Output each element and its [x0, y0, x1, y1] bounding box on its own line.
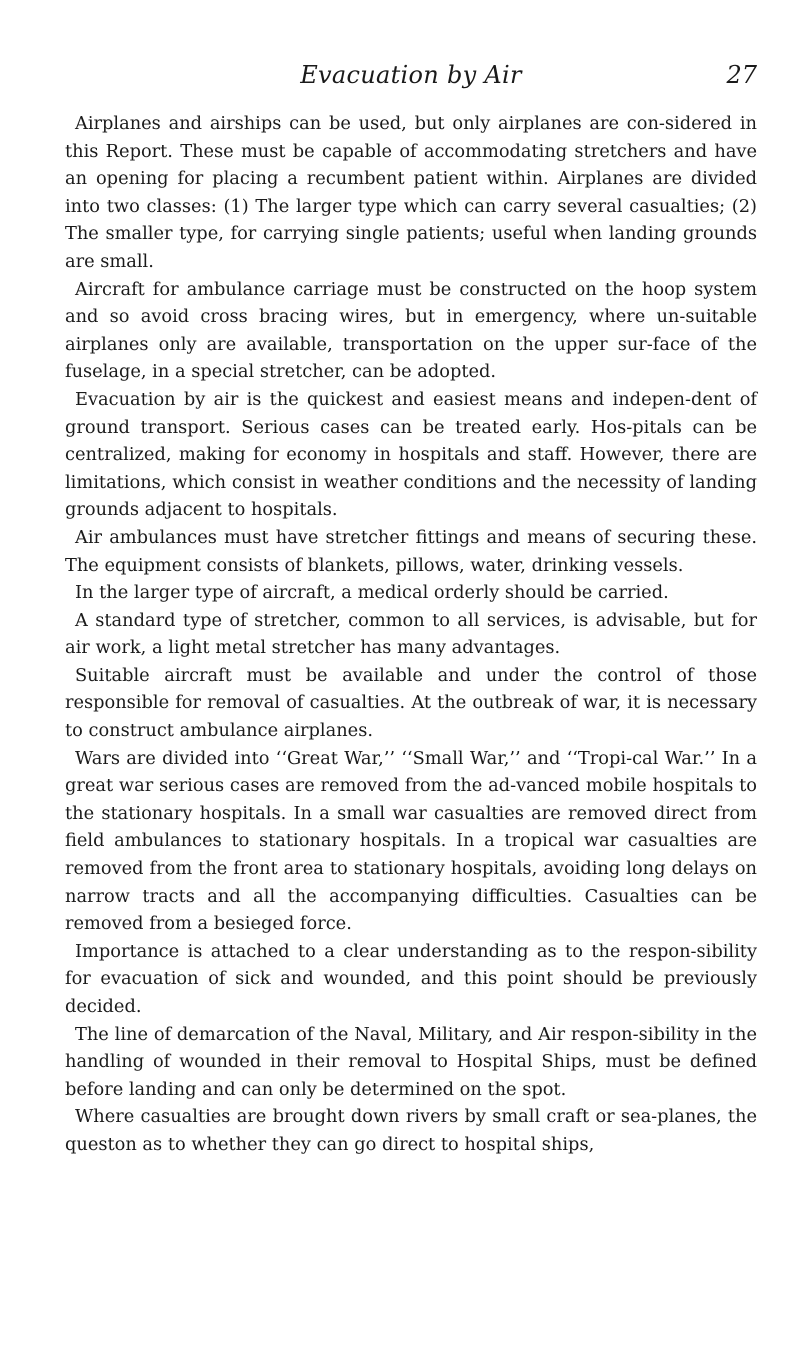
- paragraph: Suitable aircraft must be available and under the control of those responsible for removal of casualties. At the outbreak of war, it is necessary to construct ambulance airplanes.: [65, 664, 757, 742]
- paragraph: Wars are divided into ‘‘Great War,’’ ‘‘Small War,’’ and ‘‘Tropi-cal War.’’ In a great war serious cases are removed from the ad-vanced mobile hospitals to the stationary hospitals. In a small war casualties are removed direct from field ambulances to stationary hospitals. In a tropical war casualties are removed from the front area to stationary hospitals, avoiding long delays on narrow tracts and all the accompanying difficulties. Casualties can be removed from a besieged force.: [65, 747, 757, 935]
- running-head: [65, 60, 757, 100]
- running-title: Evacuation by Air: [300, 61, 522, 89]
- book-page: [65, 60, 757, 1159]
- paragraph: A standard type of stretcher, common to all services, is advisable, but for air work, a light metal stretcher has many advantages.: [65, 609, 757, 659]
- paragraph: In the larger type of aircraft, a medical orderly should be carried.: [75, 582, 669, 604]
- paragraph: Airplanes and airships can be used, but only airplanes are con-sidered in this Report. These must be capable of accommodating stretchers and have an opening for placing a recumbent patient within. Airplanes are divided into two classes: (1) The larger type which can carry several casualties; (2) The smaller type, for carrying single patients; useful when landing grounds are small.: [65, 113, 757, 272]
- page-number: 27: [726, 61, 757, 89]
- body-text: [65, 110, 757, 1159]
- paragraph: Evacuation by air is the quickest and easiest means and indepen-dent of ground transport. Serious cases can be treated early. Hos-pitals can be centralized, making for economy in hospitals and staff. However, there are limitations, which consist in weather conditions and the necessity of landing grounds adjacent to hospitals.: [65, 388, 757, 521]
- paragraph: Importance is attached to a clear understanding as to the respon-sibility for evacuation of sick and wounded, and this point should be previously decided.: [65, 940, 757, 1017]
- paragraph: Air ambulances must have stretcher fittings and means of securing these. The equipment consists of blankets, pillows, water, drinking vessels.: [65, 526, 757, 576]
- paragraph: Aircraft for ambulance carriage must be constructed on the hoop system and so avoid cross bracing wires, but in emergency, where un-suitable airplanes only are available, transportation on the upper sur-face of the fuselage, in a special stretcher, can be adopted.: [65, 278, 757, 383]
- paragraph: Where casualties are brought down rivers by small craft or sea-planes, the queston as to whether they can go direct to hospital ships,: [65, 1106, 757, 1155]
- paragraph: The line of demarcation of the Naval, Military, and Air respon-sibility in the handling of wounded in their removal to Hospital Ships, must be defined before landing and can only be determined on the spot.: [65, 1023, 757, 1100]
